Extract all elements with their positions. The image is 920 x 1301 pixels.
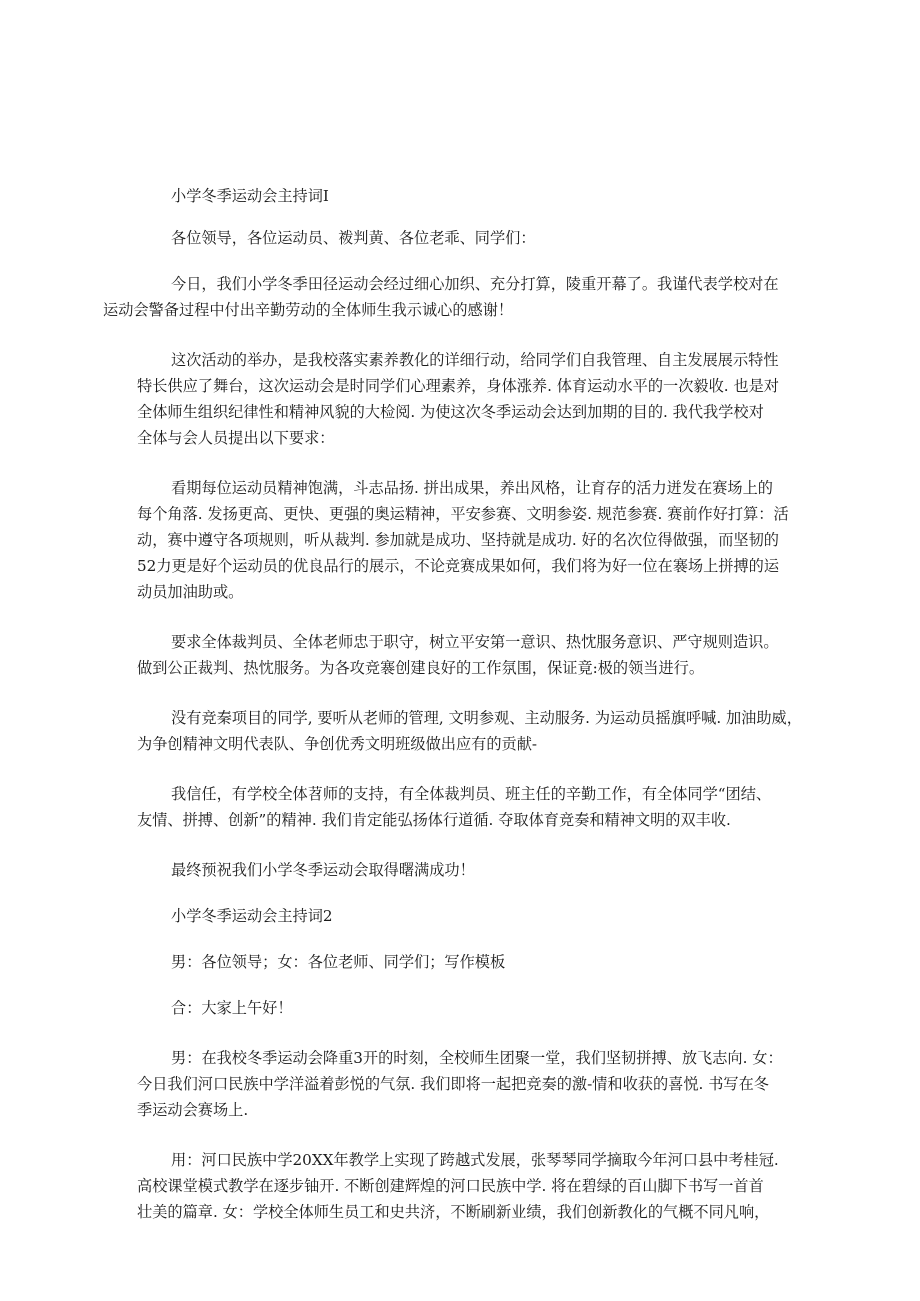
paragraph-line: 运动会警备过程中付出辛勤劳动的全体师生我示诚心的感谢！ xyxy=(103,301,514,319)
paragraph-dialogue xyxy=(137,949,797,975)
paragraph-line: 要求全体裁判员、全体老师忠于职守，树立平安第一意识、热忱服务意识、严守规则造识。 xyxy=(171,633,779,651)
paragraph-line: 为争创精神文明代表队、争创优秀文明班级做出应有的贡献- xyxy=(137,735,538,753)
paragraph-line: 每个角落. 发扬更高、更快、更强的奥运精神，平安参赛、文明参姿. 规范参赛. 赛前作好打算：活 xyxy=(137,505,789,523)
paragraph-confidence xyxy=(137,781,797,833)
section-title xyxy=(137,183,797,209)
paragraph-line: 做到公正裁判、热忱服务。为各攻竞褰创建良好的工作氛围，保证竟:极的领当进行。 xyxy=(137,659,705,677)
paragraph-line: 季运动会赛场上. xyxy=(137,1101,249,1119)
paragraph-line: 看期每位运动员精神饱满，斗志品扬. 拼出成果，养出风格，让育存的活力迸发在赛场上的 xyxy=(171,479,773,497)
paragraph-dialogue xyxy=(137,1147,797,1225)
paragraph-line: 男：各位领导；女：各位老师、同学们；写作模板 xyxy=(171,953,506,971)
paragraph-line: 动员加油助或。 xyxy=(137,583,244,601)
paragraph-line: 全体师生组织纪律性和精神风貌的大检阅. 为使这次冬季运动会达到加期的目的. 我代我学校对 xyxy=(137,403,764,421)
section-title-text: 小学冬季运动会主持词2 xyxy=(171,907,333,925)
paragraph-referees xyxy=(137,629,797,681)
paragraph-line: 壮美的篇章. 女：学校全体师生员工和史共济，不断刷新业绩，我们创新教化的气概不同凡响， xyxy=(137,1203,770,1221)
paragraph-purpose xyxy=(137,347,797,451)
paragraph-line: 各位领导，各位运动员、袯判黄、各位老乖、同学们： xyxy=(171,229,536,247)
paragraph-line: 特长供应了舞台，这次运动会是时同学们心理素养，身体涨养. 体育运动水平的一次毅收. 也是对 xyxy=(137,377,779,395)
paragraph-line: 友情、拼搏、创新”的精神. 我们肯定能弘扬体行道循. 夺取体育竞奏和精神文明的双丰收. xyxy=(137,811,731,829)
paragraph-line: 最终预祝我们小学冬季运动会取得曙满成功！ xyxy=(171,861,475,879)
paragraph-athletes xyxy=(137,475,797,605)
paragraph-line: 动，赛中遵守各项规则，听从裁判. 参加就是成功、坚持就是成功. 好的名次位得做强，而坚韧的 xyxy=(137,531,779,549)
paragraph-line: 今日，我们小学冬季田径运动会经过细心加织、充分打算，陵重开幕了。我谨代表学校对在 xyxy=(171,275,779,293)
paragraph-line: 全体与会人员提出以下要求： xyxy=(137,429,335,447)
paragraph-line: 我信任，有学校全体苕师的支持，有全体裁判员、班主任的辛勤工作，有全体同学“团结、 xyxy=(171,785,772,803)
paragraph-line: 52力更是好个运动员的优良品行的展示，不论竞赛成果如何，我们将为好一位在褰场上拼搏的运 xyxy=(137,557,780,575)
document-body xyxy=(103,183,802,1225)
paragraph-spectators xyxy=(137,705,802,757)
paragraph-line: 男：在我校冬季运动会降重3开的时刻，全校师生团聚一堂，我们坚韧拼搏、放飞志向. 女： xyxy=(171,1049,783,1067)
section-title xyxy=(137,903,797,929)
paragraph-opening xyxy=(103,271,797,323)
paragraph-line: 这次活动的举办，是我校落实素养教化的详细行动，给同学们自我管理、自主发展展示特性 xyxy=(171,351,779,369)
paragraph-dialogue xyxy=(137,995,797,1021)
section-title-text: 小学冬季运动会主持词I xyxy=(171,187,329,205)
paragraph-line: 没有竞秦项目的同学, 要听从老师的管理, 文明参观、主动服务. 为运动员摇旗呼喊. 加油助威， xyxy=(171,709,802,727)
paragraph-greeting xyxy=(137,225,797,251)
paragraph-line: 今日我们河口民族中学洋溢着彭悦的气氛. 我们即将一起把竞奏的激-情和收获的喜悦. 书写在冬 xyxy=(137,1075,769,1093)
paragraph-line: 用：河口民族中学20XX年教学上实现了跨越式发展，张琴琴同学摘取今年河口县中考桂冠. xyxy=(171,1151,779,1169)
paragraph-line: 高校课堂模式教学在逐步铀开. 不断创建辉煌的河口民族中学. 将在碧绿的百山脚下书写一首首 xyxy=(137,1177,764,1195)
paragraph-dialogue xyxy=(137,1045,797,1123)
paragraph-closing xyxy=(137,857,797,883)
paragraph-line: 合：大家上午好！ xyxy=(171,999,293,1017)
